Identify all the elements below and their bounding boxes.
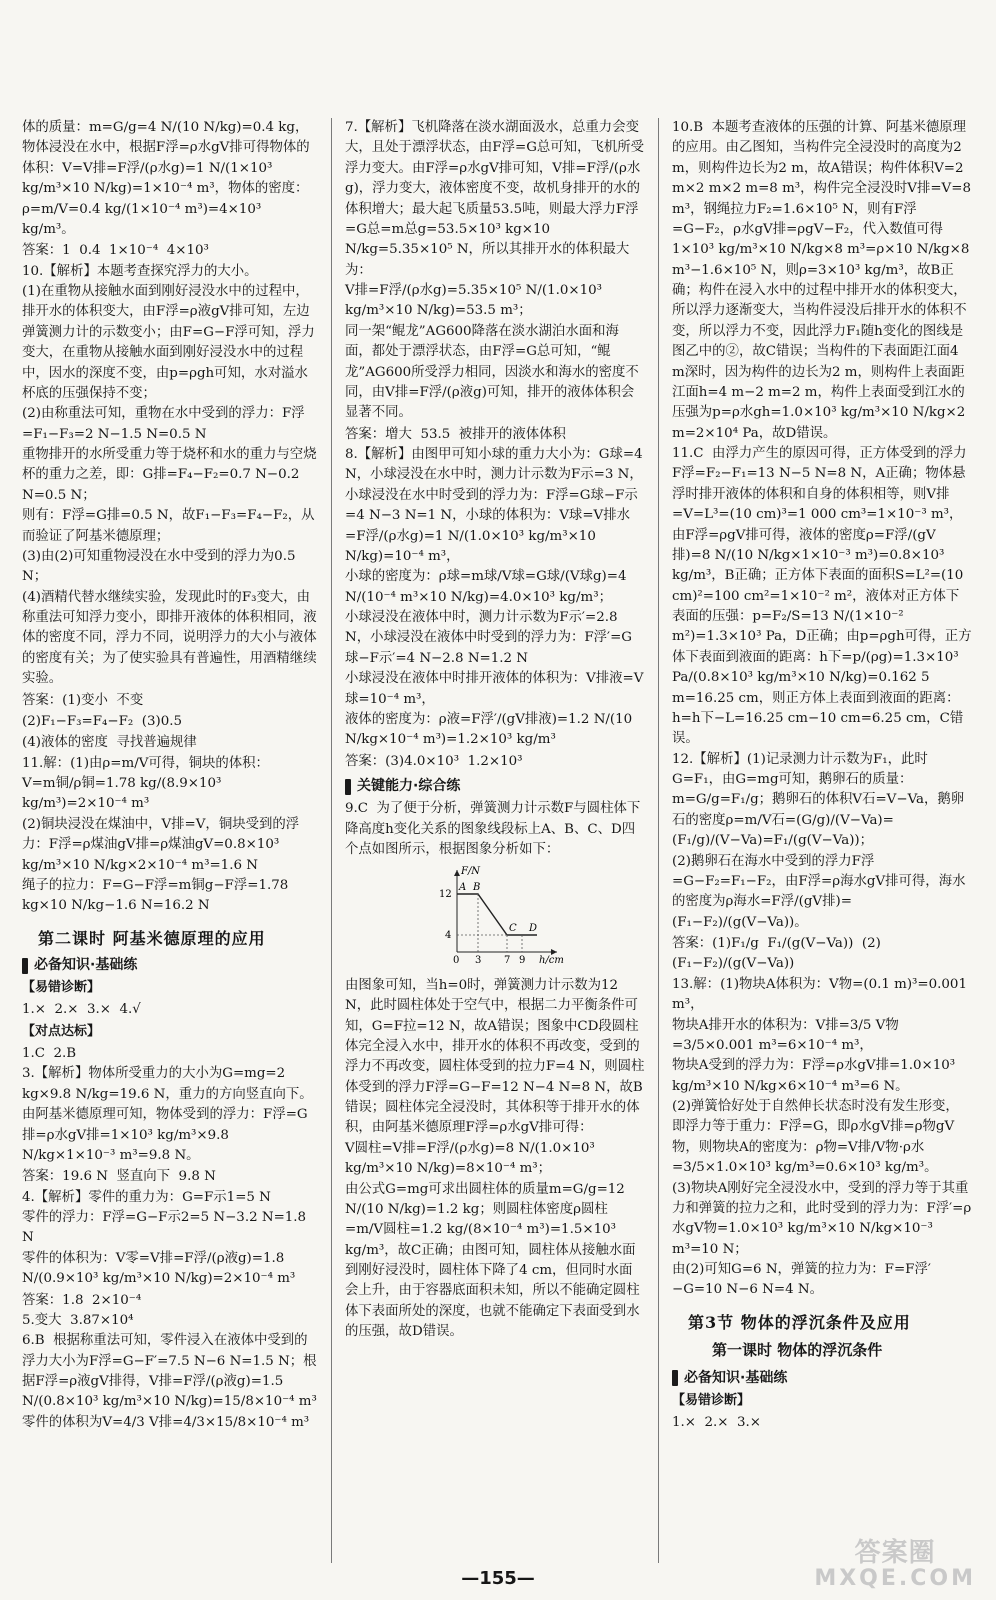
q8-text: 小球浸没在液体中时排开液体的体积为：V排液=V球=10⁻⁴ m³， xyxy=(345,671,644,707)
q13-text: 物块A排开水的体积为：V排=3/5 V物=3/5×0.001 m³=6×10⁻⁴ m³， xyxy=(672,1017,899,1053)
q10-part1: (1)在重物从接触水面到刚好浸没水中的过程中，排开水的体积变大，由F浮=ρ液gV排可知，左边弹簧测力计的示数变小；由F=G−F浮可知，浮力变大，在重物从接触水面到刚好浸没水中的过程中，因水的深度不变，由p=ρgh可知，水对溢水杯底的压强保持不变； xyxy=(22,284,315,401)
graph-line xyxy=(457,894,537,935)
column-divider xyxy=(331,118,332,1563)
q13-text: 物块A受到的浮力为：F浮=ρ水gV排=1.0×10³ kg/m³×10 N/kg×6×10⁻⁴ m³=6 N。 xyxy=(672,1058,960,1094)
diagnosis-answers: 1.× 2.× 3.× 4.√ xyxy=(22,1001,141,1017)
column-2 xyxy=(345,118,645,1568)
answer-line: 答案：1 0.4 1×10⁻⁴ 4×10³ xyxy=(22,243,209,259)
q10-part2: (2)由称重法可知，重物在水中受到的浮力：F浮=F₁−F₃=2 N−1.5 N=0.5 N xyxy=(22,406,305,442)
q13-text: 13.解：(1)物块A体积为：V物=(0.1 m)³=0.001 m³， xyxy=(672,976,972,1013)
x-tick-label: 9 xyxy=(519,955,526,967)
section-heading xyxy=(22,955,318,976)
section-marker-icon xyxy=(672,1370,678,1386)
q10-part2b: 重物排开的水所受重力等于烧杯和水的重力与空烧杯的重力之差，即：G排=F₄−F₂=0.7 N−0.2 N=0.5 N； xyxy=(22,447,317,503)
section-title: 第3节 物体的浮沉条件及应用 xyxy=(688,1312,911,1332)
section-marker-icon xyxy=(22,958,28,974)
practice-item: 3.【解析】物体所受重力的大小为G=mg=2 kg×9.8 N/kg=19.6 N，重力的方向竖直向下。由阿基米德原理可知，物体受到的浮力：F浮=G排=ρ水gV排=1×10³ kg/m³×9.8 N/kg×1×10⁻³ m³=9.8 N。 xyxy=(22,1066,313,1163)
practice-item: 零件的浮力：F浮=G−F示2=5 N−3.2 N=1.8 N xyxy=(22,1210,311,1246)
diagnosis-answers: 1.× 2.× 3.× xyxy=(672,1414,762,1430)
answer-line: 答案：19.6 N 竖直向下 9.8 N xyxy=(22,1169,216,1185)
practice-item: 零件的体积为：V零=V排=F浮/(ρ液g)=1.8 N/(0.9×10³ kg/m³×10 N/kg)=2×10⁻⁴ m³ xyxy=(22,1250,296,1287)
point-label: C xyxy=(509,923,517,935)
watermark-main: 答案圈 xyxy=(854,1538,936,1568)
q11-text: 11.C 由浮力产生的原因可得，正方体受到的浮力F浮=F₂−F₁=13 N−5 N=8 N，A正确；物体悬浮时排开液体的体积和自身的体积相等，则V排=V=L³=(10 cm)³=1 000 cm³=1×10⁻³ m³，由F浮=ρgV排可得，液体的密度ρ=F浮/(gV排)=8 N/(10 N/kg×1×10⁻³ m³)=0.8×10³ kg/m³，B正确；正方体下表面的面积S=L²=(10 cm)²=100 cm²=1×10⁻² m²，液体对正方体下表面的压强：p=F₂/S=13 N/(1×10⁻² m²)=1.3×10³ Pa，D正确；由p=ρgh可得，正方体下表面到液面的距离：h下=p/(ρg)=1.3×10³ Pa/(0.8×10³ kg/m³×10 N/kg)=0.162 5 m=16.25 cm，则正方体上表面到液面的距离：h=h下−L=16.25 cm−10 cm=6.25 cm，C错误。 xyxy=(672,446,972,747)
q10-part2c: 则有：F浮=G排=0.5 N，故F₁−F₃=F₄−F₂，从而验证了阿基米德原理； xyxy=(22,508,315,544)
section-marker-icon xyxy=(345,779,351,795)
lesson-title: 第一课时 物体的浮沉条件 xyxy=(712,1341,883,1360)
q13-text: (3)物块A刚好完全浸没水中，受到的浮力等于其重力和弹簧的拉力之和，此时受到的浮力为：F浮′=ρ水gV物=1.0×10³ kg/m³×10 N/kg×10⁻³ m³=10 N； xyxy=(672,1180,972,1257)
x-tick-label: 3 xyxy=(475,955,482,967)
q8-text: 液体的密度为：ρ液=F浮′/(gV排液)=1.2 N/(10 N/kg×10⁻⁴ m³)=1.2×10³ kg/m³ xyxy=(345,711,637,748)
answer-line: (2)F₁−F₃=F₄−F₂ (3)0.5 xyxy=(22,713,183,729)
q10-part4: (4)酒精代替水继续实验，发现此时的F₃变大，由称重法可知浮力变小，即排开液体的体积相同，液体的密度不同，浮力不同，说明浮力的大小与液体的密度有关；为了使实验具有普遍性，用酒精继续实验。 xyxy=(22,589,317,687)
point-label: D xyxy=(529,923,538,935)
practice-item: 零件的体积为V=4/3 V排=4/3×15/8×10⁻⁴ m³ xyxy=(22,1414,310,1430)
q9-intro: 9.C 为了便于分析，弹簧测力计示数F与圆柱体下降高度h变化关系的图象线段标上A、B、C、D四个点如图所示，根据图象分析如下： xyxy=(345,801,641,858)
q8-text: 小球浸没在液体中时，测力计示数为F示′=2.8 N，小球浸没在液体中时受到的浮力为：F浮′=G球−F示′=4 N−2.8 N=1.2 N xyxy=(345,610,632,666)
answer-line: 答案：(1)变小 不变 xyxy=(22,692,144,708)
section-heading xyxy=(672,1368,972,1389)
practice-item: 1.C 2.B xyxy=(22,1046,77,1062)
q7-text: 7.【解析】飞机降落在淡水湖面汲水，总重力会变大，且处于漂浮状态，由F浮=G总可知，飞机所受浮力变大。由F浮=ρ水gV排可知，V排=F浮/(ρ水g)，浮力变大，液体密度不变，故机身排开的水的体积增大；最大起飞质量53.5吨，则最大浮力F浮=G总=m总g=53.5×10³ kg×10 N/kg=5.35×10⁵ N，所以其排开水的体积最大为： xyxy=(345,120,645,278)
y-axis-label: F/N xyxy=(461,866,481,878)
column-3 xyxy=(672,118,976,1568)
q9-text: 由图象可知，当h=0时，弹簧测力计示数为12 N，此时圆柱体处于空气中，根据二力平衡条件可知，G=F拉=12 N，故A错误；图象中CD段圆柱体完全浸入水中，排开水的体积不再改变，受到的浮力不再改变，圆柱体受到的拉力F=4 N，则圆柱体受到的浮力F浮=G−F=12 N−4 N=8 N，故B错误；圆柱体完全浸没时，其体积等于排开水的体积，由阿基米德原理F浮=ρ水gV排可得： xyxy=(345,977,645,1136)
lesson-title: 第二课时 阿基米德原理的应用 xyxy=(38,928,266,948)
section-heading-text: 必备知识·基础练 xyxy=(34,956,138,973)
q10-text: 10.B 本题考查液体的压强的计算、阿基米德原理的应用。由乙图知，当构件完全浸没时的高度为2 m，则构件边长为2 m，故A错误；构件体积V=2 m×2 m×2 m=8 m³，构件完全浸没时V排=V=8 m³，钢绳拉力F₂=1.6×10⁵ N，则有F浮=G−F₂，ρ水gV排=ρgV−F₂，代入数值可得1×10³ kg/m³×10 N/kg×8 m³=ρ×10 N/kg×8 m³−1.6×10⁵ N，则ρ=3×10³ kg/m³，故B正确；构件在浸入水中的过程中排开水的体积变大，所以浮力逐渐变大，当构件浸没后排开水的体积不变，所以浮力不变，因此浮力F₁随h变化的图线是图乙中的②，故C错误；当构件的下表面距江面4 m深时，因为构件的边长为2 m，则构件上表面距江面h=4 m−2 m=2 m，构件上表面受到江水的压强为p=ρ水gh=1.0×10³ kg/m³×10 N/kg×2 m=2×10⁴ Pa，故D错误。 xyxy=(672,120,976,441)
tag-practice: 【对点达标】 xyxy=(22,1024,101,1040)
q12-text: 12.【解析】(1)记录测力计示数为F₁，此时G=F₁，由G=mg可知，鹅卵石的质量：m=G/g=F₁/g；鹅卵石的体积V石=V−Va，鹅卵石的密度ρ=m/V石=(G/g)/(V−Va)=(F₁/g)/(V−Va)=F₁/(g(V−Va))； xyxy=(672,751,965,849)
q11-line: V=m铜/ρ铜=1.78 kg/(8.9×10³ kg/m³)=2×10⁻⁴ m³ xyxy=(22,776,226,812)
q11-line: (2)铜块浸没在煤油中，V排=V，铜块受到的浮力：F浮=ρ煤油gV排=ρ煤油gV=0.8×10³ kg/m³×10 N/kg×2×10⁻⁴ m³=1.6 N xyxy=(22,816,300,873)
answer-line: 答案：1.8 2×10⁻⁴ xyxy=(22,1292,142,1308)
answer-line: 答案：(3)4.0×10³ 1.2×10³ xyxy=(345,753,523,769)
point-label: B xyxy=(473,882,481,894)
q10-part3: (3)由(2)可知重物浸没在水中受到的浮力为0.5 N； xyxy=(22,548,300,585)
answer-line: (4)液体的密度 寻找普遍规律 xyxy=(22,735,197,751)
tag-diagnosis: 【易错诊断】 xyxy=(672,1393,751,1409)
q11-heading: 11.解：(1)由ρ=m/V可得，铜块的体积： xyxy=(22,755,269,771)
watermark-sub: MXQE.COM xyxy=(814,1566,976,1592)
x-tick-label: 0 xyxy=(453,955,460,967)
point-label: A xyxy=(459,882,467,894)
answer-line: 答案：(1)F₁/g F₁/(g(V−Va)) (2)(F₁−F₂)/(g(V−Va)) xyxy=(672,936,881,972)
force-height-graph-svg xyxy=(435,864,565,967)
q7-text: 同一架“鲲龙”AG600降落在淡水湖泊水面和海面，都处于漂浮状态，由F浮=G总可知，“鲲龙”AG600所受浮力相同，因淡水和海水的密度不同，由V排=F浮/(ρ液g)可知，排开的液体体积会显著不同。 xyxy=(345,323,639,421)
page-number: —155— xyxy=(461,1568,535,1589)
x-tick-label: 7 xyxy=(504,955,511,967)
answer-line: 答案：增大 53.5 被排开的液体体积 xyxy=(345,426,566,442)
q11-line: 绳子的拉力：F=G−F浮=m铜g−F浮=1.78 kg×10 N/kg−1.6 N=16.2 N xyxy=(22,877,293,914)
q13-text: 由(2)可知G=6 N，弹簧的拉力为：F=F浮′−G=10 N−6 N=4 N。 xyxy=(672,1262,931,1298)
force-height-graph xyxy=(435,864,645,971)
q7-text: V排=F浮/(ρ水g)=5.35×10⁵ N/(1.0×10³ kg/m³×10 N/kg)=53.5 m³； xyxy=(345,283,607,319)
section-heading-text: 关键能力·综合练 xyxy=(357,778,461,794)
section-heading-text: 必备知识·基础练 xyxy=(684,1369,788,1386)
y-axis-arrow-icon xyxy=(454,870,460,876)
column-1 xyxy=(22,118,318,1568)
q8-text: 8.【解析】由图甲可知小球的重力大小为：G球=4 N，小球浸没在水中时，测力计示数为F示=3 N， xyxy=(345,447,647,483)
watermark-logo xyxy=(814,1540,976,1590)
y-tick-label: 4 xyxy=(445,930,452,942)
practice-item: 6.B 根据称重法可知，零件浸入在液体中受到的浮力大小为F浮=G−F′=7.5 N−6 N=1.5 N；根据F浮=ρ液gV排得，V排=F浮/(ρ液g)=1.5 N/(0.8×10³ kg/m³×10 N/kg)=15/8×10⁻⁴ m³ xyxy=(22,1333,317,1410)
q8-text: 小球的密度为：ρ球=m球/V球=G球/(V球g)=4 N/(10⁻⁴ m³×10 N/kg)=4.0×10³ kg/m³； xyxy=(345,569,631,605)
q8-text: 小球浸没在水中时受到的浮力为：F浮=G球−F示=4 N−3 N=1 N，小球的体积为：V球=V排水=F浮/(ρ水g)=1 N/(1.0×10³ kg/m³×10 N/kg)=10⁻⁴ m³， xyxy=(345,487,638,564)
q12-text: (2)鹅卵石在海水中受到的浮力F浮=G−F₂=F₁−F₂，由F浮=ρ海水gV排可得，海水的密度为ρ海水=F浮/(gV排)=(F₁−F₂)/(g(V−Va))。 xyxy=(672,853,966,930)
x-axis-label: h/cm xyxy=(539,955,564,967)
q9-text: V圆柱=V排=F浮/(ρ水g)=8 N/(1.0×10³ kg/m³×10 N/kg)=8×10⁻⁴ m³； xyxy=(345,1140,600,1177)
practice-item: 5.变大 3.87×10⁴ xyxy=(22,1312,134,1328)
q9-continued: 体的质量：m=G/g=4 N/(10 N/kg)=0.4 kg，物体浸没在水中，根据F浮=ρ水gV排可得物体的体积：V=V排=F浮/(ρ水g)=1 N/(1×10³ kg/m³×10 N/kg)=1×10⁻⁴ m³，物体的密度：ρ=m/V=0.4 kg/(1×10⁻⁴ m³)=4×10³ kg/m³。 xyxy=(22,120,310,237)
q9-text: 由公式G=mg可求出圆柱体的质量m=G/g=12 N/(10 N/kg)=1.2 kg；则圆柱体密度ρ圆柱=m/V圆柱=1.2 kg/(8×10⁻⁴ m³)=1.5×10³ kg/m³，故C正确；由图可知，圆柱体从接触水面到刚好浸没时，圆柱体下降了4 cm，但同时水面会上升，由于容器底面积未知，所以不能确定圆柱体下表面所处的深度，也就不能确定下表面受到水的压强，故D错误。 xyxy=(345,1181,640,1340)
q13-text: (2)弹簧恰好处于自然伸长状态时没有发生形变，即浮力等于重力：F浮=G，即ρ水gV排=ρ物gV物，则物块A的密度为：ρ物=V排/V物·ρ水=3/5×1.0×10³ kg/m³=0.6×10³ kg/m³。 xyxy=(672,1099,959,1176)
tag-diagnosis: 【易错诊断】 xyxy=(22,980,101,996)
practice-item: 4.【解析】零件的重力为：G=F示1=5 N xyxy=(22,1189,271,1205)
column-divider xyxy=(658,118,659,1563)
q10-heading: 10.【解析】本题考查探究浮力的大小。 xyxy=(22,263,258,279)
y-tick-label: 12 xyxy=(439,889,452,901)
section-heading xyxy=(345,776,645,797)
